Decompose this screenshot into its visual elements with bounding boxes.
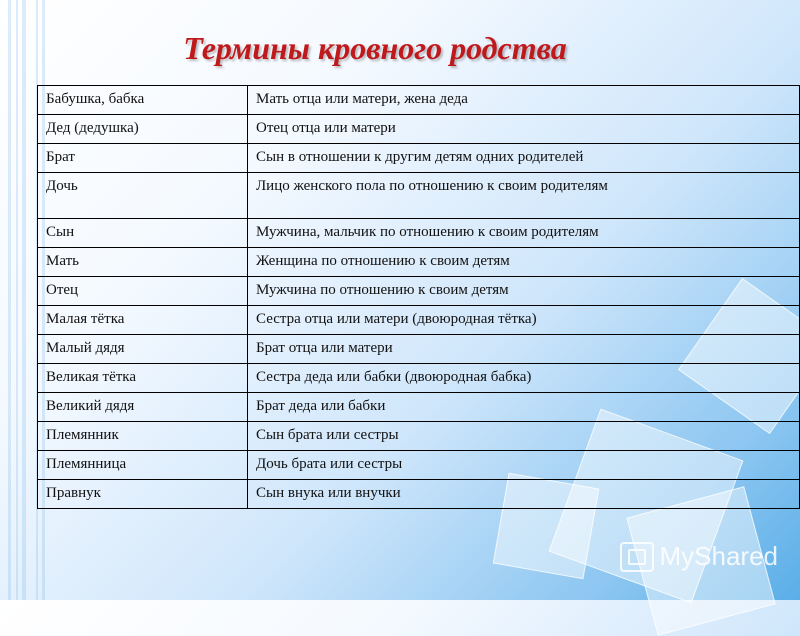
table-row: [38, 364, 800, 393]
definition-cell: Сын внука или внучки: [248, 480, 800, 509]
definition-cell: Сестра отца или матери (двоюродная тётка): [248, 306, 800, 335]
term-cell: Дочь: [38, 173, 248, 219]
definition-cell: Сын в отношении к другим детям одних родителей: [248, 144, 800, 173]
term-cell: Сын: [38, 219, 248, 248]
definition-cell: Мужчина по отношению к своим детям: [248, 277, 800, 306]
table-row: [38, 335, 800, 364]
term-cell: Малый дядя: [38, 335, 248, 364]
watermark: [620, 541, 779, 572]
term-cell: Племянница: [38, 451, 248, 480]
table-row: [38, 277, 800, 306]
definition-cell: Брат отца или матери: [248, 335, 800, 364]
background-stripe: [8, 0, 11, 600]
definition-cell: Мужчина, мальчик по отношению к своим родителям: [248, 219, 800, 248]
term-cell: Отец: [38, 277, 248, 306]
table-row: [38, 219, 800, 248]
table-row: [38, 480, 800, 509]
term-cell: Великая тётка: [38, 364, 248, 393]
term-cell: Племянник: [38, 422, 248, 451]
term-cell: Бабушка, бабка: [38, 86, 248, 115]
definition-cell: Мать отца или матери, жена деда: [248, 86, 800, 115]
table-row: [38, 115, 800, 144]
definition-cell: Сын брата или сестры: [248, 422, 800, 451]
table-row: [38, 422, 800, 451]
table-row: [38, 86, 800, 115]
table-row: [38, 393, 800, 422]
watermark-text: MyShared: [659, 541, 778, 571]
term-cell: Дед (дедушка): [38, 115, 248, 144]
background-stripe: [22, 0, 26, 600]
kinship-terms-table: [37, 85, 800, 509]
term-cell: Великий дядя: [38, 393, 248, 422]
term-cell: Правнук: [38, 480, 248, 509]
definition-cell: Женщина по отношению к своим детям: [248, 248, 800, 277]
term-cell: Брат: [38, 144, 248, 173]
definition-cell: Сестра деда или бабки (двоюродная бабка): [248, 364, 800, 393]
table-row: [38, 144, 800, 173]
definition-cell: Лицо женского пола по отношению к своим родителям: [248, 173, 800, 219]
definition-cell: Брат деда или бабки: [248, 393, 800, 422]
slide-title: Термины кровного родства: [183, 30, 567, 66]
definition-cell: Дочь брата или сестры: [248, 451, 800, 480]
table-row: [38, 451, 800, 480]
table-row: [38, 306, 800, 335]
background-stripe: [16, 0, 18, 600]
table-body: [38, 86, 800, 509]
presentation-icon: [620, 542, 654, 572]
table-row: [38, 173, 800, 219]
table-row: [38, 248, 800, 277]
term-cell: Малая тётка: [38, 306, 248, 335]
definition-cell: Отец отца или матери: [248, 115, 800, 144]
term-cell: Мать: [38, 248, 248, 277]
